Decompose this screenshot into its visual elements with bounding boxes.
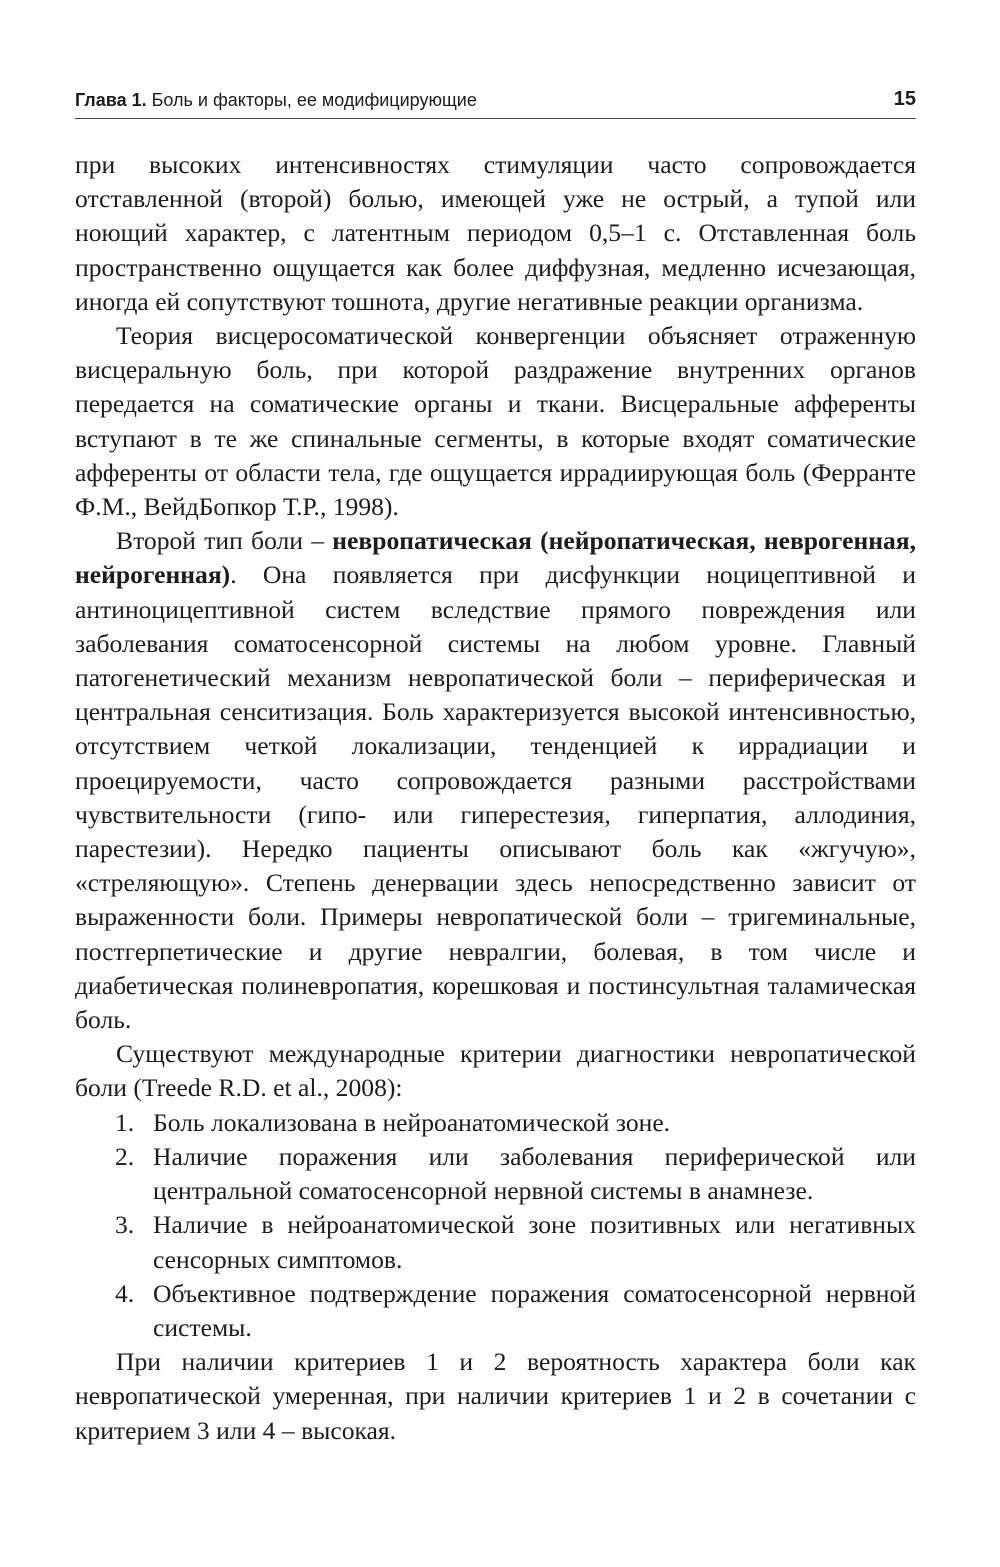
paragraph-5: При наличии критериев 1 и 2 вероятность характера боли как невропатической умеренная, при наличии критериев 1 и 2 в сочетании с критерием 3 или 4 – высокая. <box>75 1347 916 1445</box>
body-text <box>75 148 916 1448</box>
running-header <box>75 88 916 119</box>
chapter-title: Боль и факторы, ее модифицирующие <box>146 90 477 110</box>
chapter-label: Глава 1. <box>75 90 147 110</box>
paragraph-4: Существуют международные критерии диагностики невропатической боли (Treede R.D. et al., 2008): <box>75 1039 916 1103</box>
list-item <box>75 1277 916 1345</box>
list-item-number: 3. <box>115 1210 135 1240</box>
paragraph-3-intro: Второй тип боли – <box>116 526 333 556</box>
list-item-text: Боль локализована в нейроанатомической зоне. <box>153 1107 671 1137</box>
list-item <box>75 1208 916 1276</box>
paragraph-2: Теория висцеросоматической конвергенции объясняет отраженную висцеральную боль, при которой раздражение внутренних органов передается на соматические органы и ткани. Висцеральные афференты вступают в те же спинальные сегменты, в которые входят соматические афференты от области тела, где ощущается иррадиирующая боль (Ферранте Ф.М., ВейдБопкор Т.Р., 1998). <box>75 321 916 522</box>
term-neuropathic: невропатическая (нейропатическая, неврогенная, нейрогенная) <box>75 526 916 590</box>
list-item <box>75 1106 916 1140</box>
list-item-number: 4. <box>115 1278 135 1308</box>
paragraph-1: при высоких интенсивностях стимуляции часто сопровождается отставленной (второй) болью, имеющей уже не острый, а тупой или ноющий характер, с латентным периодом 0,5–1 с. Отставленная боль пространственно ощущается как более диффузная, медленно исчезающая, иногда ей сопутствуют тошнота, другие негативные реакции организма. <box>75 150 916 316</box>
paragraph-3-body: . Она появляется при дисфункции ноцицептивной и антиноцицептивной систем вследствие прямого повреждения или заболевания соматосенсорной системы на любом уровне. Главный патогенетический механизм невропатической боли – периферическая и центральная сенситизация. Боль характеризуется высокой интенсивностью, отсутствием четкой локализации, тенденцией к иррадиации и проецируемости, часто сопровождается разными расстройствами чувствительности (гипо- или гиперестезия, гиперпатия, аллодиния, парестезии). Нередко пациенты описывают боль как «жгучую», «стреляющую». Степень денервации здесь непосредственно зависит от выраженности боли. Примеры невропатической боли – тригеминальные, постгерпетические и другие невралгии, болевая, в том числе и диабетическая полиневропатия, корешковая и постинсультная таламическая боль. <box>75 560 916 1035</box>
list-item <box>75 1140 916 1208</box>
list-item-text: Наличие в нейроанатомической зоне позитивных или негативных сенсорных симптомов. <box>153 1210 916 1274</box>
page-number: 15 <box>893 88 916 110</box>
list-item-number: 1. <box>115 1107 135 1137</box>
criteria-list <box>75 1106 916 1345</box>
chapter-heading <box>75 90 477 111</box>
list-item-text: Объективное подтверждение поражения соматосенсорной нервной системы. <box>153 1278 916 1342</box>
list-item-number: 2. <box>115 1141 135 1171</box>
paragraph-3 <box>75 524 916 1037</box>
list-item-text: Наличие поражения или заболевания периферической или центральной соматосенсорной нервной системы в анамнезе. <box>153 1141 916 1206</box>
